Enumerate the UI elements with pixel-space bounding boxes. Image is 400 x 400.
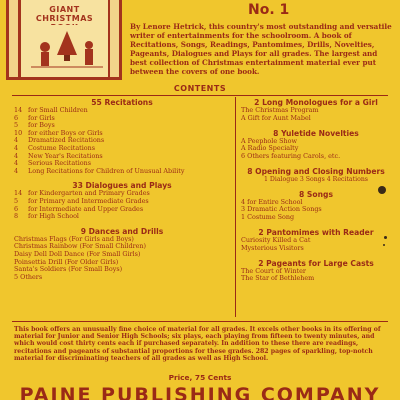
item-title: Daisy Dell Doll Dance (For Small Girls) bbox=[14, 249, 141, 258]
section-heading: 33 Dialogues and Plays bbox=[72, 181, 172, 191]
section-heading: 2 Pageants for Large Casts bbox=[258, 258, 374, 268]
item-title: 5 Others bbox=[14, 272, 43, 281]
contents-item: 1 Dialogue 3 Songs 4 Recitations bbox=[264, 175, 368, 183]
contents-right-column bbox=[241, 98, 391, 283]
item-title: for High School bbox=[28, 212, 79, 221]
book-cover-art bbox=[31, 25, 103, 73]
item-title: for Boys bbox=[28, 121, 55, 130]
item-count: 4 bbox=[14, 166, 19, 175]
contents-item: 6 Others featuring Carols, etc. bbox=[241, 152, 341, 161]
contents-heading: CONTENTS bbox=[173, 84, 227, 93]
item-count: 4 bbox=[14, 143, 19, 152]
item-title: Santa's Soldiers (For Small Boys) bbox=[14, 265, 123, 274]
section-heading: 55 Recitations bbox=[91, 98, 153, 107]
description-paragraph: This book offers an unusually fine choice of material for all grades. It excels other books in its offering of material for Junior and Senior High Schools; six plays, each playing from fifteen to twenty minutes, and which would cost thirty cents each if purchased separately. In addition to these there are readings, recitations and pageants of substantial proportions for these grades. 282 pages of sparkling, top-notch material for discriminating teachers of all grades as well as High School. bbox=[14, 326, 381, 362]
book-cover-title-line2: CHRISTMAS bbox=[35, 14, 94, 23]
paper-speck bbox=[384, 236, 387, 239]
item-title: Poinsettia Drill (For Older Girls) bbox=[14, 257, 119, 266]
item-title: for Kindergarten and Primary Grades bbox=[28, 189, 150, 198]
item-count: 6 bbox=[14, 113, 19, 122]
paper-speck bbox=[383, 244, 385, 246]
section-heading: 2 Long Monologues for a Girl bbox=[254, 98, 378, 107]
contents-left-column bbox=[14, 98, 230, 281]
contents-item: The Court of Winter bbox=[241, 266, 306, 275]
item-count: 6 bbox=[14, 204, 19, 213]
item-title: Long Recitations for Children of Unusual Ability bbox=[28, 166, 185, 175]
item-count: 5 bbox=[14, 121, 19, 130]
item-count: 10 bbox=[14, 128, 23, 137]
item-count: 4 bbox=[14, 151, 19, 160]
item-title: Christmas Flags (For Girls and Boys) bbox=[14, 234, 134, 243]
item-title: for Intermediate and Upper Grades bbox=[28, 204, 144, 213]
contents-item bbox=[14, 266, 230, 274]
contents-item: Mysterious Visitors bbox=[241, 243, 304, 252]
column-divider bbox=[235, 97, 236, 317]
section-heading: 2 Pantomimes with Reader bbox=[258, 227, 374, 237]
contents-item: A Peephole Show bbox=[241, 136, 297, 145]
item-title: Dramatized Recitations bbox=[28, 136, 105, 145]
item-count: 14 bbox=[14, 106, 23, 114]
contents-item: A Gift for Aunt Mabel bbox=[241, 113, 311, 122]
publisher-name: PAINE PUBLISHING COMPANY bbox=[19, 384, 381, 400]
book-cover-illustration bbox=[6, 0, 122, 80]
item-title: Serious Recitations bbox=[28, 159, 91, 168]
contents-item: 3 Dramatic Action Songs bbox=[241, 205, 322, 214]
section-heading: 9 Dances and Drills bbox=[80, 226, 164, 236]
contents-item: 4 for Entire School bbox=[241, 197, 303, 206]
contents-item: 1 Costume Song bbox=[241, 213, 295, 222]
contents-item bbox=[14, 168, 230, 176]
item-title: for Small Children bbox=[28, 106, 88, 114]
section-heading: 8 Yuletide Novelties bbox=[273, 128, 359, 138]
item-count: 4 bbox=[14, 159, 19, 168]
contents-item bbox=[14, 213, 230, 221]
item-count: 8 bbox=[14, 212, 19, 221]
contents-item: The Christmas Program bbox=[241, 106, 319, 114]
intro-paragraph: By Lenore Hetrick, this country's most outstanding and versatile writer of entertainments for the schoolroom. A book of Recitations, Songs, Readings, Pantomimes, Drills, Novelties, Pageants, Dialogues and Plays for all grades. The largest and best collection of Christmas entertainment material ever put between the covers of one book. bbox=[130, 22, 392, 76]
punch-hole bbox=[378, 186, 386, 194]
bottom-rule bbox=[12, 321, 388, 322]
item-title: New Year's Recitations bbox=[28, 151, 103, 160]
item-title: for Girls bbox=[28, 113, 55, 122]
book-front bbox=[18, 0, 110, 77]
contents-item: The Star of Bethlehem bbox=[241, 274, 315, 283]
item-count: 14 bbox=[14, 189, 23, 198]
item-count: 4 bbox=[14, 136, 19, 145]
price: Price, 75 Cents bbox=[168, 373, 232, 382]
section-heading: 8 Songs bbox=[299, 189, 333, 199]
item-title: for Primary and Intermediate Grades bbox=[28, 196, 149, 205]
book-cover-title-line1: GIANT bbox=[49, 5, 80, 14]
item-count: 5 bbox=[14, 196, 19, 205]
contents-item: Curiosity Killed a Cat bbox=[241, 235, 311, 244]
contents-item: A Radio Specialty bbox=[241, 144, 299, 153]
item-title: for either Boys or Girls bbox=[28, 128, 103, 137]
item-title: Costume Recitations bbox=[28, 143, 96, 152]
item-title: Christmas Rainbow (For Small Children) bbox=[14, 242, 147, 251]
top-rule bbox=[12, 95, 388, 96]
catalog-number: No. 1 bbox=[248, 2, 290, 18]
section-heading: 8 Opening and Closing Numbers bbox=[247, 166, 385, 176]
contents-item bbox=[14, 274, 230, 282]
